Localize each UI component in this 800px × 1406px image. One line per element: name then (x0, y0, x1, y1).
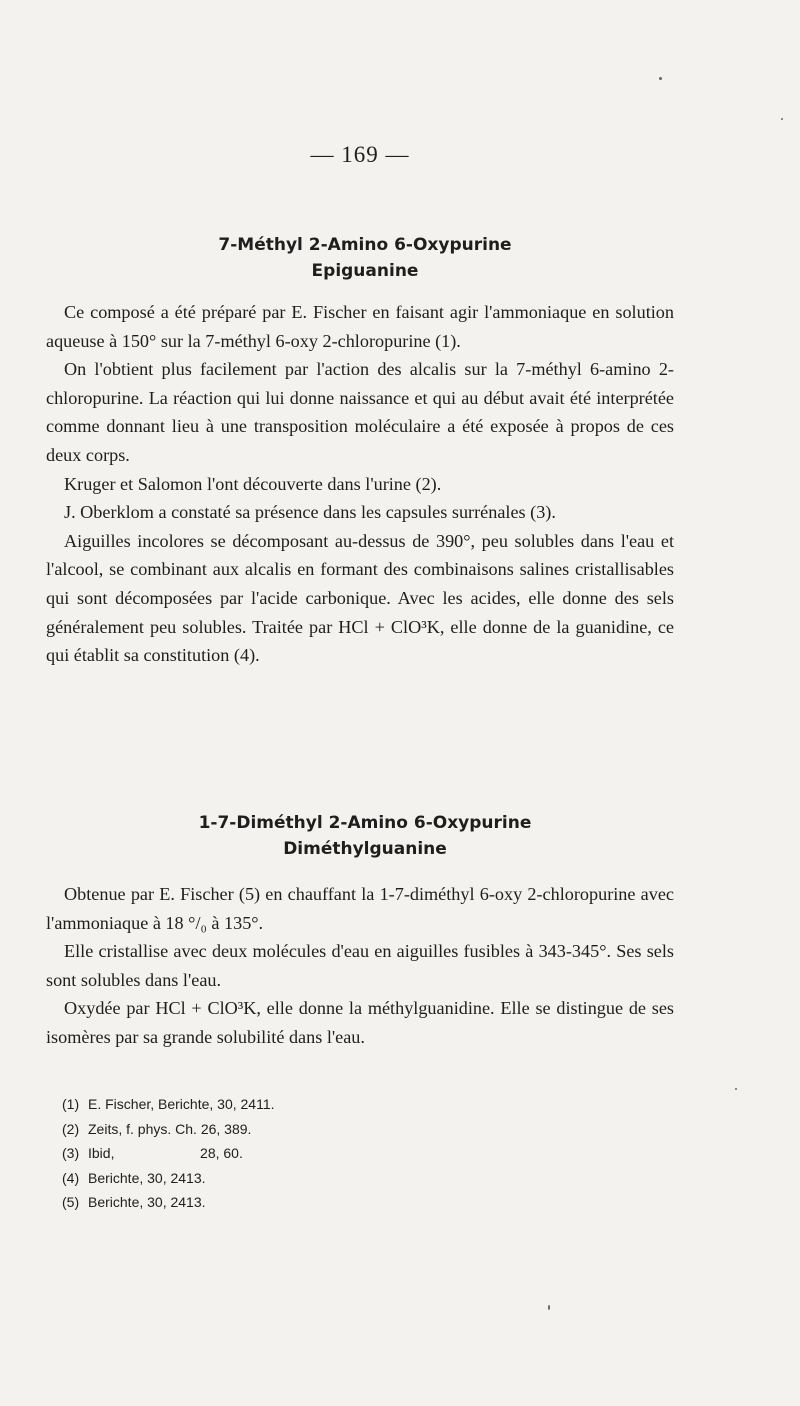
footnote-text: E. Fischer, Berichte, 30, 2411. (88, 1096, 275, 1112)
footnote-text: Ibid, 28, 60. (88, 1145, 243, 1162)
section-body-dimethylguanine (46, 880, 674, 1052)
footnotes (62, 1092, 482, 1215)
paragraph: Elle cristallise avec deux molécules d'eau en aiguilles fusibles à 343-345°. Ses sels sont solubles dans l'eau. (46, 941, 674, 990)
footnote-marker: (3) (62, 1145, 80, 1162)
section-subtitle: Epiguanine (311, 261, 419, 281)
page-number: — 169 — (310, 142, 410, 167)
paragraph: Obtenue par E. Fischer (5) en chauffant la 1-7-diméthyl 6-oxy 2-chloropurine avec l'ammoniaque à 18 °/₀ à 135°. (46, 884, 674, 933)
paragraph: Oxydée par HCl + ClO³K, elle donne la méthylguanidine. Elle se distingue de ses isomères par sa grande solubilité dans l'eau. (46, 998, 674, 1047)
footnote (62, 1190, 482, 1215)
footnote-marker: (2) (62, 1120, 80, 1137)
paragraph: J. Oberklom a constaté sa présence dans les capsules surrénales (3). (64, 502, 556, 523)
section-heading-epiguanine (0, 232, 730, 284)
paragraph: Aiguilles incolores se décomposant au-dessus de 390°, peu solubles dans l'eau et l'alcool, se combinant aux alcalis en formant des combinaisons salines cristallisables qui sont décomposées par l'acide carbonique. Avec les acides, elle donne des sels généralement peu solubles. Traitée par HCl + ClO³K, elle donne de la guanidine, ce qui établit sa constitution (4). (46, 530, 674, 666)
section-title: 7-Méthyl 2-Amino 6-Oxypurine (218, 235, 512, 255)
paragraph: On l'obtient plus facilement par l'action des alcalis sur la 7-méthyl 6-amino 2-chloropurine. La réaction qui lui donne naissance et qui au début avait été interprétée comme donnant lieu à une transposition moléculaire a été exposée à propos de ces deux corps. (46, 359, 674, 465)
section-body-epiguanine (46, 298, 674, 670)
section-subtitle: Diméthylguanine (283, 839, 447, 859)
footnote-text: Berichte, 30, 2413. (88, 1194, 206, 1211)
paragraph: Kruger et Salomon l'ont découverte dans l'urine (2). (64, 473, 442, 494)
paragraph: Ce composé a été préparé par E. Fischer en faisant agir l'ammoniaque en solution aqueuse à 150° sur la 7-méthyl 6-oxy 2-chloropurine (1). (46, 302, 674, 351)
paper-speck (659, 77, 662, 80)
paper-speck (548, 1305, 550, 1310)
paper-speck (735, 1088, 737, 1090)
footnote-text: Zeits, f. phys. Ch. 26, 389. (88, 1120, 252, 1137)
footnote (62, 1141, 482, 1166)
footnote (62, 1166, 482, 1191)
footnote (62, 1092, 482, 1117)
footnote-marker: (4) (62, 1169, 80, 1186)
section-title: 1-7-Diméthyl 2-Amino 6-Oxypurine (198, 813, 532, 833)
paper-speck (781, 118, 783, 120)
footnote-marker: (1) (62, 1096, 80, 1112)
footnote (62, 1117, 482, 1142)
footnote-text: Berichte, 30, 2413. (88, 1169, 206, 1186)
footnote-marker: (5) (62, 1194, 80, 1211)
section-heading-dimethylguanine (0, 810, 730, 862)
